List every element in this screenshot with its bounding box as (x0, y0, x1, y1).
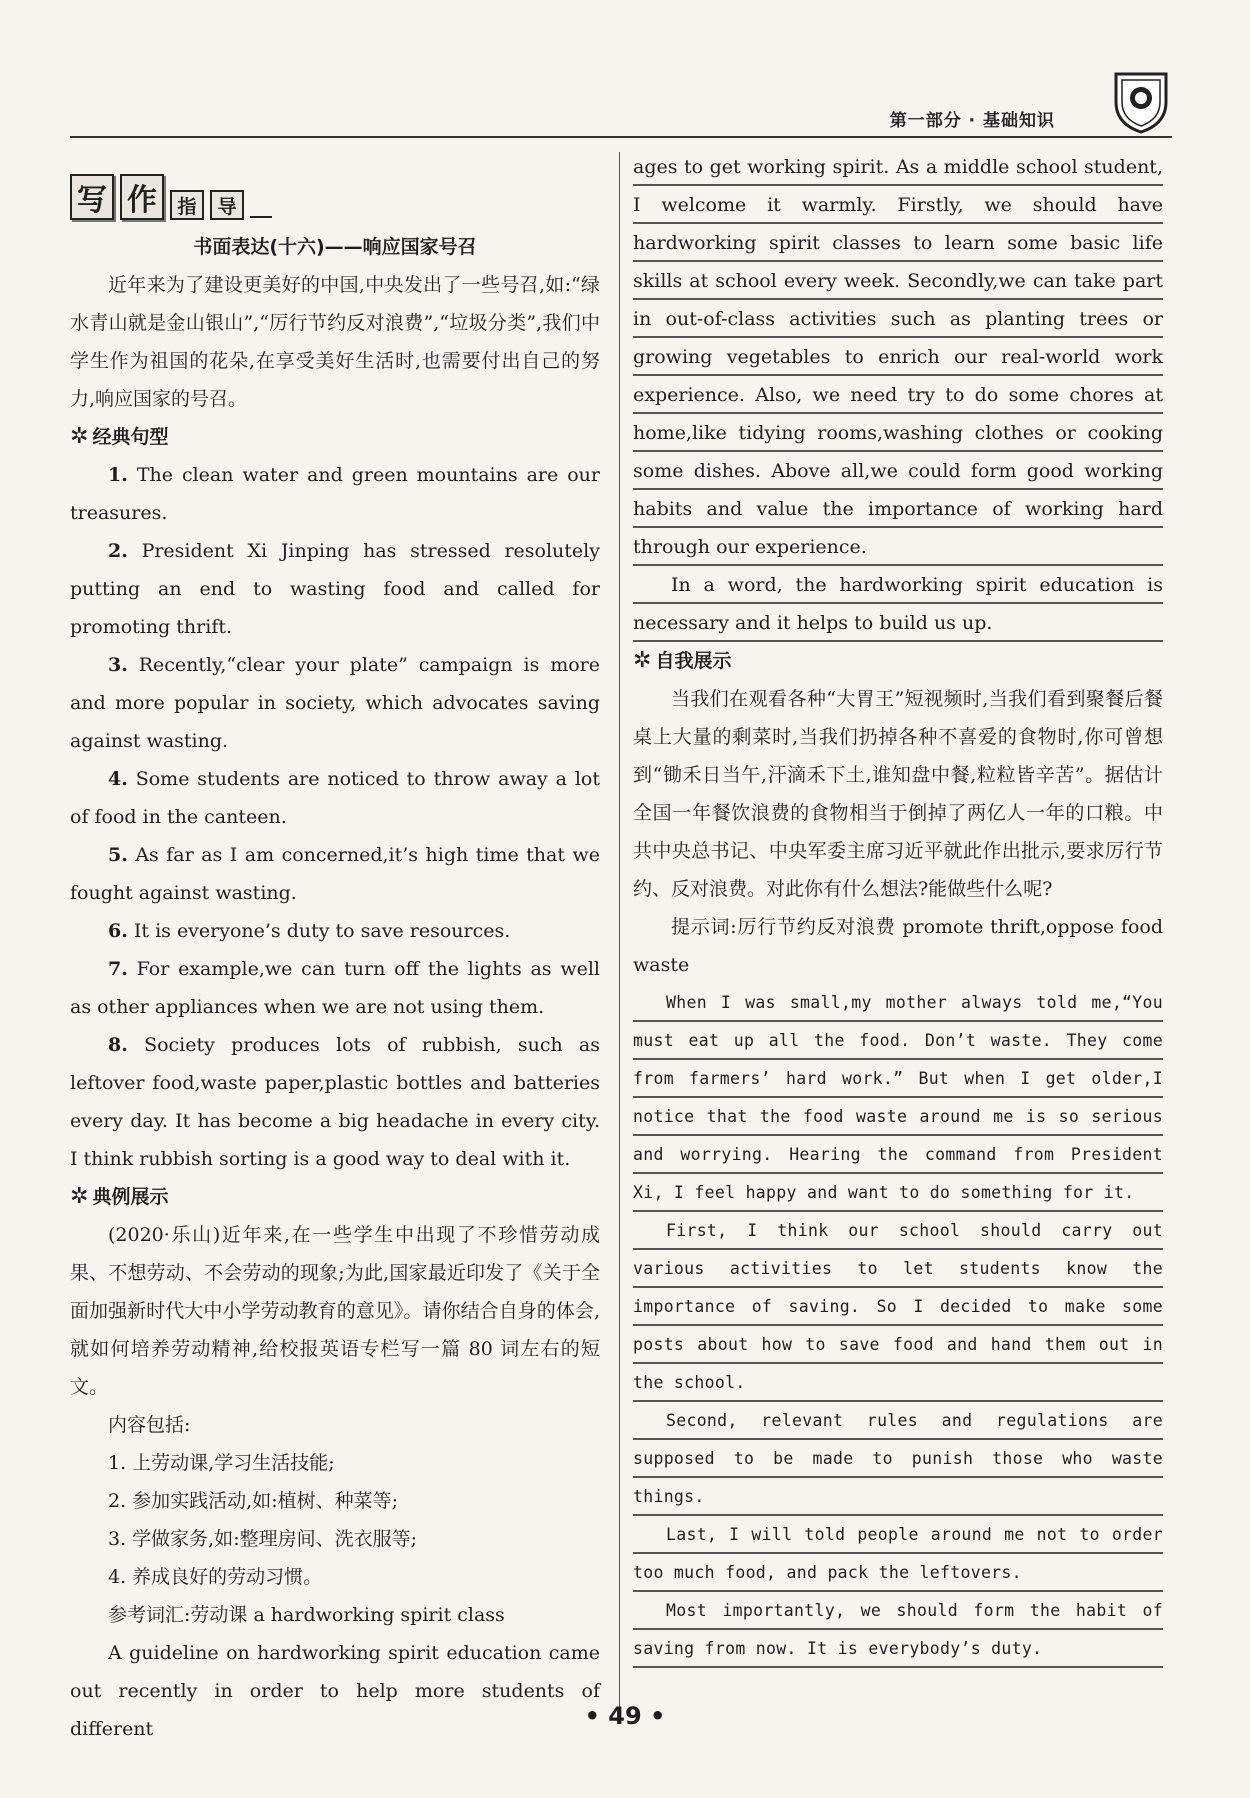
header-rule (70, 136, 1172, 138)
hint-words: 提示词:厉行节约反对浪费 promote thrift,oppose food waste (633, 916, 1163, 976)
sentence-item: 8. Society produces lots of rubbish, such as leftover food,waste paper,plastic bottles and batteries every day. It has become a big headache in every city. I think rubbish sorting is a good way to deal with it. (70, 1034, 600, 1170)
model-essay-continued (633, 148, 1163, 642)
badge-char-3: 指 (170, 190, 204, 220)
badge-char-2: 作 (120, 174, 164, 220)
self-show-prompt: 当我们在观看各种“大胃王”短视频时,当我们看到聚餐后餐桌上大量的剩菜时,当我们扔掉各种不喜爱的食物时,你可曾想到“锄禾日当午,汗滴禾下土,谁知盘中餐,粒粒皆辛苦”。据估计全国一年餐饮浪费的食物相当于倒掉了两亿人一年的口粮。中共中央总书记、中央军委主席习近平就此作出批示,要求厉行节约、反对浪费。对此你有什么想法?能做些什么呢? (633, 688, 1163, 900)
essay-plain-text: ages to get working spirit. (633, 156, 890, 178)
handwritten-paragraph: Last, I will told people around me not to order too much food, and pack the leftovers. (633, 1525, 1163, 1582)
handwritten-answer (633, 984, 1163, 1668)
sentence-item: 5. As far as I am concerned,it’s high time that we fought against wasting. (70, 844, 600, 904)
content-item: 4. 养成良好的劳动习惯。 (108, 1566, 323, 1588)
column-divider (619, 152, 620, 1712)
writing-guide-badge (70, 158, 600, 220)
school-crest-icon (1110, 68, 1172, 134)
example-prompt: (2020·乐山)近年来,在一些学生中出现了不珍惜劳动成果、不想劳动、不会劳动的现象;为此,国家最近印发了《关于全面加强新时代大中小学劳动教育的意见》。请你结合自身的体会,就如何培养劳动精神,给校报英语专栏写一篇 80 词左右的短文。 (70, 1224, 600, 1398)
badge-char-4: 导 (210, 190, 244, 220)
handwritten-paragraph: When I was small,my mother always told me,“You must eat up all the food. Don’t waste. They come from farmers’ hard work.” But when I get older,I notice that the food waste around me is so serious and worrying. Hearing the command from President Xi, I feel happy and want to do something for it. (633, 993, 1163, 1202)
content-item: 3. 学做家务,如:整理房间、洗衣服等; (108, 1528, 418, 1550)
content-item: 1. 上劳动课,学习生活技能; (108, 1452, 335, 1474)
self-show-heading: ✲ 自我展示 (633, 648, 732, 673)
section-title: 书面表达(十六)——响应国家号召 (193, 236, 477, 258)
essay-conclusion: In a word, the hardworking spirit education is necessary and it helps to build us up. (633, 574, 1163, 634)
vocab-hint: 参考词汇:劳动课 a hardworking spirit class (108, 1604, 505, 1626)
content-item: 2. 参加实践活动,如:植树、种菜等; (108, 1490, 399, 1512)
sentence-item: 3. Recently,“clear your plate” campaign is more and more popular in society, which advocates saving against wasting. (70, 654, 600, 752)
star-icon: ✲ (633, 648, 652, 673)
intro-paragraph: 近年来为了建设更美好的中国,中央发出了一些号召,如:“绿水青山就是金山银山”,“厉行节约反对浪费”,“垃圾分类”,我们中学生作为祖国的花朵,在享受美好生活时,也需要付出自己的努力,响应国家的号召。 (70, 274, 600, 410)
left-column (70, 158, 600, 1748)
page-number: • 49 • (584, 1702, 666, 1730)
star-icon: ✲ (70, 1184, 89, 1209)
sentence-item: 2. President Xi Jinping has stressed resolutely putting an end to wasting food and called for promoting thrift. (70, 540, 600, 638)
essay-ruled-text: As a middle school student, I welcome it warmly. Firstly, we should have hardworking spirit classes to learn some basic life skills at school every week. Secondly,we can take part in out-of-class activities such as planting trees or growing vegetables to enrich our real-world work experience. Also, we need try to do some chores at home,like tidying rooms,washing clothes or cooking some dishes. Above all,we could form good working habits and value the importance of working hard through our experience. (633, 156, 1163, 558)
section-header: 第一部分 · 基础知识 (889, 111, 1055, 131)
content-label: 内容包括: (108, 1414, 191, 1436)
badge-char-1: 写 (70, 174, 114, 220)
handwritten-paragraph: Second, relevant rules and regulations are supposed to be made to punish those who waste things. (633, 1411, 1163, 1506)
right-column (633, 148, 1163, 1668)
sentence-item: 4. Some students are noticed to throw away a lot of food in the canteen. (70, 768, 600, 828)
sentence-item: 6. It is everyone’s duty to save resources. (108, 920, 511, 942)
handwritten-paragraph: Most importantly, we should form the habit of saving from now. It is everybody’s duty. (633, 1601, 1163, 1658)
star-icon: ✲ (70, 424, 89, 449)
sentence-item: 1. The clean water and green mountains are our treasures. (70, 464, 600, 524)
handwritten-paragraph: First, I think our school should carry out various activities to let students know the importance of saving. So I decided to make some posts about how to save food and hand them out in the school. (633, 1221, 1163, 1392)
badge-underline (250, 216, 272, 218)
model-essay-start: A guideline on hardworking spirit education came out recently in order to help more students of different (70, 1642, 600, 1740)
sentence-list (70, 456, 600, 1178)
sentence-item: 7. For example,we can turn off the lights as well as other appliances when we are not using them. (70, 958, 600, 1018)
sentences-heading: ✲ 经典句型 (70, 424, 169, 449)
example-heading: ✲ 典例展示 (70, 1184, 169, 1209)
